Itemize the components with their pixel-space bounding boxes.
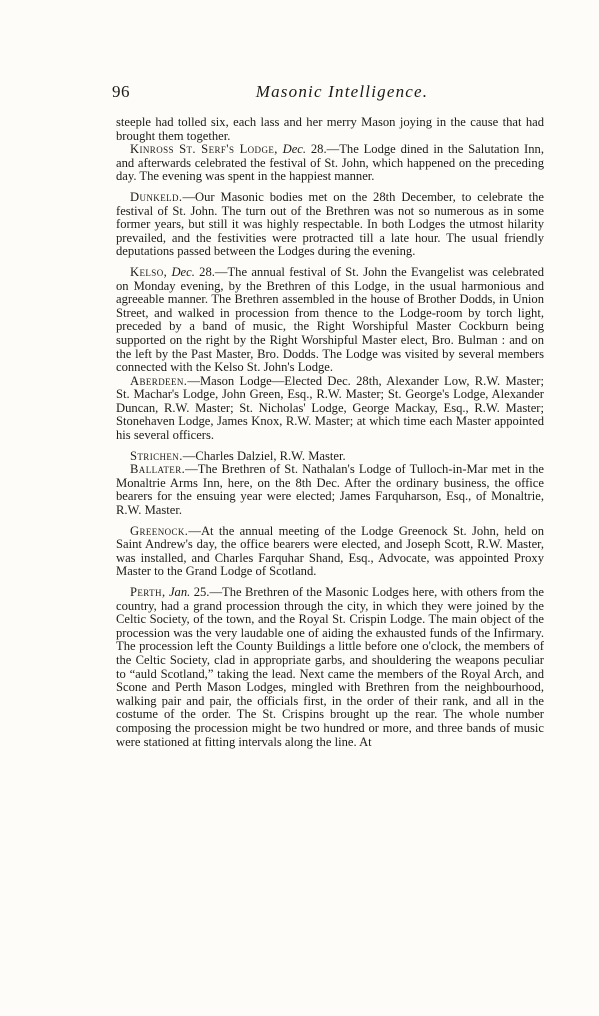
date-month: Dec. [171,264,195,279]
date-month: Dec. [282,142,307,157]
lodge-heading: Kinross St. Serf's Lodge, [130,142,278,157]
date-month: Jan. [168,585,191,599]
lodge-heading: Dunkeld. [130,189,183,204]
paragraph-text: —Our Masonic bodies met on the 28th December, to celebrate the festival of St. John. The turn out of the Brethren was not so numerous as in some former years, but still it was highly respectable. In both Lodges the utmost hilarity prevailed, and the festivities were protracted till a late hour. The usual friendly deputations passed between the Lodges during the evening. [116,189,544,259]
greenock-paragraph [116,525,544,579]
article-body [116,116,544,749]
paragraph-text: —At the annual meeting of the Lodge Greenock St. John, held on Saint Andrew's day, the office bearers were elected, and Joseph Scott, R.W. Master, was installed, and Charles Farquhar Shand, Esq., Advocate, was appointed Proxy Master to the Grand Lodge of Scotland. [116,523,544,579]
lodge-heading: Perth, [130,585,166,599]
paragraph-text: steeple had tolled six, each lass and her merry Mason joying in the cause that had brought them together. [116,115,544,143]
lodge-heading: Ballater. [130,462,186,477]
paragraph-text: —The Brethren of St. Nathalan's Lodge of Tulloch-in-Mar met in the Monaltrie Arms Inn, here, on the 8th Dec. After the ordinary business, the office bearers for the ensuing year were elected; James Farquharson, Esq., of Monaltrie, R.W. Master. [116,462,544,518]
paragraph-text: 28.—The Lodge dined in the Salutation Inn, and afterwards celebrated the festival of St. John, which happened on the preceding day. The evening was spent in the happiest manner. [116,142,544,184]
paragraph-text: —Mason Lodge—Elected Dec. 28th, Alexander Low, R.W. Master; St. Machar's Lodge, John Green, Esq., R.W. Master; St. George's Lodge, Alexander Duncan, R.W. Master; St. Nicholas' Lodge, George Mackay, Esq., R.W. Master; Stonehaven Lodge, James Knox, R.W. Master; at which time each Master appointed his several officers. [116,373,544,443]
running-title: Masonic Intelligence. [255,82,429,101]
perth-paragraph [116,586,544,749]
lodge-heading: Strichen. [130,448,183,463]
paragraph-text: 28.—The annual festival of St. John the Evangelist was celebrated on Monday evening, by the Brethren of this Lodge, in the usual harmonious and agreeable manner. The Brethren assembled in the house of Brother Dodds, in Union Street, and walked in procession from thence to the Lodge-room by torch light, preceded by a band of music, the Right Worshipful Master Cockburn being supported on the right by the Right Worshipful Master elect, Bro. Bulman : and on the left by the Past Master, Bro. Dodds. The Lodge was visited by several members connected with the Kelso St. John's Lodge. [116,264,544,375]
aberdeen-paragraph [116,375,544,443]
page-number: 96 [112,82,130,101]
lodge-heading: Greenock. [130,523,189,538]
paragraph-text: 25.—The Brethren of the Masonic Lodges here, with others from the country, had a grand procession through the city, in which they were joined by the Celtic Society, of the town, and the Royal St. Crispin Lodge. The main object of the procession was the very laudable one of aiding the exhausted funds of the Infirmary. The procession left the County Buildings a little before one o'clock, the members of the Celtic Society, clad in appropriate garbs, and shouldering the weapons peculiar to “auld Scotland,” taking the lead. Next came the members of the Royal Arch, and Scone and Perth Mason Lodges, mingled with Brethren from the neighbourhood, walking pair and pair, the officials first, in the order of their rank, and all in the costume of the order. The St. Crispins brought up the rear. The whole number composing the procession might be two hundred or more, and three bands of music were stationed at fitting intervals along the line. At [116,585,544,749]
strichen-paragraph [116,450,544,464]
lodge-heading: Kelso, [130,264,168,279]
paragraph-text: —Charles Dalziel, R.W. Master. [182,448,346,463]
kelso-paragraph [116,266,544,375]
ballater-paragraph [116,463,544,517]
dunkeld-paragraph [116,191,544,259]
kinross-paragraph [116,143,544,184]
lodge-heading: Aberdeen. [130,373,188,388]
continuation-paragraph [116,116,544,143]
page-header [112,82,542,106]
